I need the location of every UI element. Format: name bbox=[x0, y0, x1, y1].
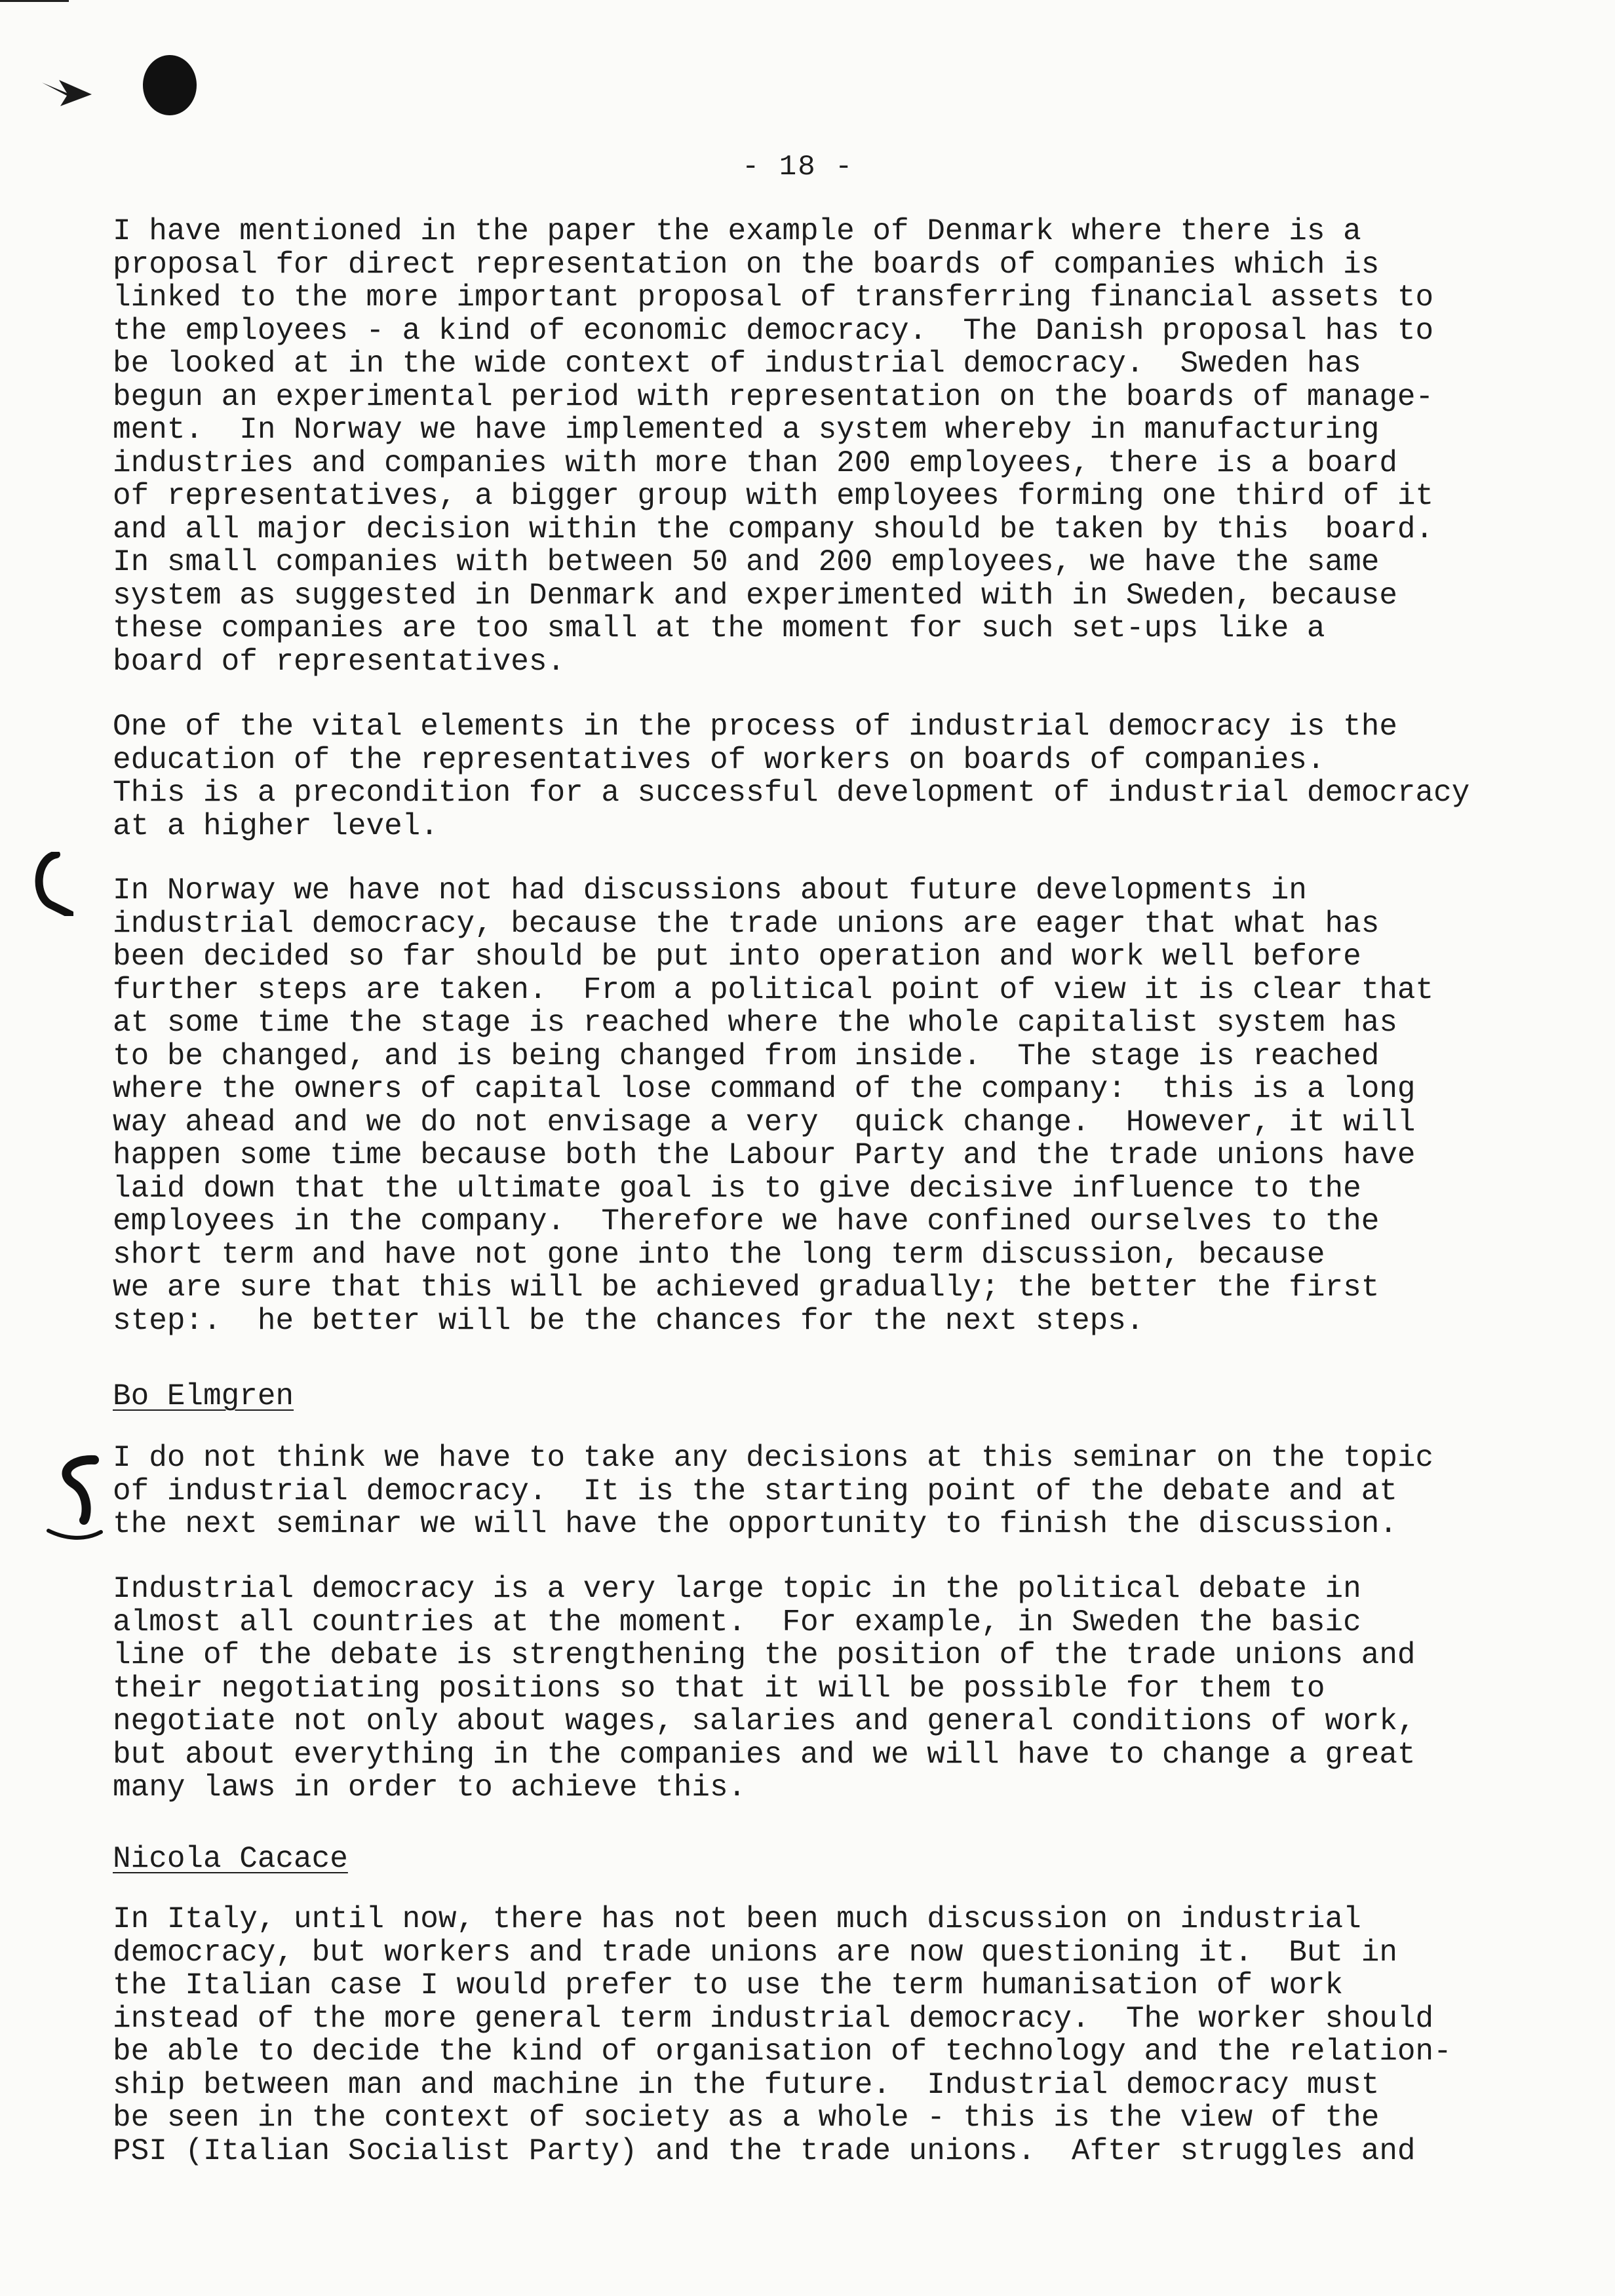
text-line: ment. In Norway we have implemented a system whereby in manufacturing bbox=[113, 413, 1380, 447]
text-line: to be changed, and is being changed from inside. The stage is reached bbox=[113, 1039, 1380, 1073]
text-line: PSI (Italian Socialist Party) and the trade unions. After struggles and bbox=[113, 2133, 1416, 2168]
punch-hole-mark-icon bbox=[30, 852, 73, 916]
text-line: proposal for direct representation on the boards of companies which is bbox=[113, 247, 1380, 282]
text-line: the employees - a kind of economic democracy. The Danish proposal has to bbox=[113, 313, 1434, 348]
text-line: be seen in the context of society as a whole - this is the view of the bbox=[113, 2101, 1380, 2135]
text-line: board of representatives. bbox=[113, 644, 566, 679]
text-line: system as suggested in Denmark and experimented with in Sweden, because bbox=[113, 578, 1397, 613]
text-line: ship between man and machine in the future. Industrial democracy must bbox=[113, 2067, 1380, 2102]
text-line: where the owners of capital lose command of the company: this is a long bbox=[113, 1072, 1416, 1106]
page-number: - 18 - bbox=[742, 151, 854, 183]
paragraph-elmgren-seminar bbox=[113, 1442, 1433, 1541]
text-line: industrial democracy, because the trade unions are eager that what has bbox=[113, 906, 1380, 941]
text-line: happen some time because both the Labour Party and the trade unions have bbox=[113, 1138, 1416, 1172]
text-line: been decided so far should be put into operation and work well before bbox=[113, 940, 1361, 974]
text-line: almost all countries at the moment. For example, in Sweden the basic bbox=[113, 1605, 1361, 1639]
top-edge-line bbox=[0, 0, 69, 2]
text-line: their negotiating positions so that it will be possible for them to bbox=[113, 1671, 1325, 1706]
text-line: be able to decide the kind of organisation of technology and the relation- bbox=[113, 2035, 1452, 2069]
text-line: step:. he better will be the chances for the next steps. bbox=[113, 1303, 1144, 1338]
speaker-name: Bo Elmgren bbox=[113, 1379, 294, 1413]
text-line: and all major decision within the company should be taken by this board. bbox=[113, 512, 1434, 546]
text-line: industries and companies with more than 200 employees, there is a board bbox=[113, 446, 1397, 480]
arrow-mark-icon bbox=[41, 76, 93, 109]
text-line: One of the vital elements in the process of industrial democracy is the bbox=[113, 710, 1397, 744]
text-line: I have mentioned in the paper the example of Denmark where there is a bbox=[113, 214, 1361, 248]
text-line: short term and have not gone into the long term discussion, because bbox=[113, 1237, 1325, 1272]
text-line: employees in the company. Therefore we have confined ourselves to the bbox=[113, 1204, 1380, 1238]
text-line: at some time the stage is reached where the whole capitalist system has bbox=[113, 1006, 1397, 1040]
text-line: these companies are too small at the moment for such set-ups like a bbox=[113, 611, 1325, 645]
text-line: be looked at in the wide context of industrial democracy. Sweden has bbox=[113, 347, 1361, 381]
text-line: democracy, but workers and trade unions are now questioning it. But in bbox=[113, 1935, 1397, 1970]
text-line: instead of the more general term industrial democracy. The worker should bbox=[113, 2001, 1434, 2036]
text-line: of industrial democracy. It is the starting point of the debate and at bbox=[113, 1474, 1397, 1508]
text-line: many laws in order to achieve this. bbox=[113, 1770, 747, 1805]
paragraph-italy bbox=[113, 1903, 1452, 2168]
text-line: linked to the more important proposal of transferring financial assets to bbox=[113, 280, 1434, 315]
text-line: Industrial democracy is a very large topic in the political debate in bbox=[113, 1572, 1361, 1606]
ink-dot-mark bbox=[143, 55, 197, 115]
text-line: In Italy, until now, there has not been much discussion on industrial bbox=[113, 1902, 1361, 1936]
text-line: way ahead and we do not envisage a very quick change. However, it will bbox=[113, 1105, 1416, 1139]
paragraph-denmark-proposal bbox=[113, 215, 1433, 678]
text-line: I do not think we have to take any decisions at this seminar on the topic bbox=[113, 1441, 1434, 1475]
text-line: negotiate not only about wages, salaries and general conditions of work, bbox=[113, 1704, 1416, 1738]
text-line: further steps are taken. From a political point of view it is clear that bbox=[113, 972, 1434, 1007]
paragraph-norway-future bbox=[113, 874, 1433, 1337]
speaker-name: Nicola Cacace bbox=[113, 1842, 348, 1876]
punch-hole-mark-icon bbox=[45, 1455, 107, 1544]
text-line: but about everything in the companies and we will have to change a great bbox=[113, 1737, 1416, 1772]
text-line: laid down that the ultimate goal is to give decisive influence to the bbox=[113, 1171, 1361, 1206]
text-line: line of the debate is strengthening the position of the trade unions and bbox=[113, 1638, 1416, 1672]
text-line: the Italian case I would prefer to use the term humanisation of work bbox=[113, 1968, 1344, 2002]
text-line: begun an experimental period with representation on the boards of manage- bbox=[113, 379, 1434, 414]
text-line: In small companies with between 50 and 200 employees, we have the same bbox=[113, 545, 1380, 579]
text-line: we are sure that this will be achieved gradually; the better the first bbox=[113, 1271, 1380, 1305]
text-line: of representatives, a bigger group with employees forming one third of it bbox=[113, 479, 1434, 513]
paragraph-sweden-debate bbox=[113, 1573, 1416, 1805]
text-line: This is a precondition for a successful development of industrial democracy bbox=[113, 776, 1470, 810]
text-line: In Norway we have not had discussions about future developments in bbox=[113, 873, 1307, 908]
text-line: at a higher level. bbox=[113, 809, 438, 843]
text-line: the next seminar we will have the opportunity to finish the discussion. bbox=[113, 1507, 1397, 1541]
paragraph-education bbox=[113, 710, 1469, 843]
text-line: education of the representatives of workers on boards of companies. bbox=[113, 742, 1325, 777]
